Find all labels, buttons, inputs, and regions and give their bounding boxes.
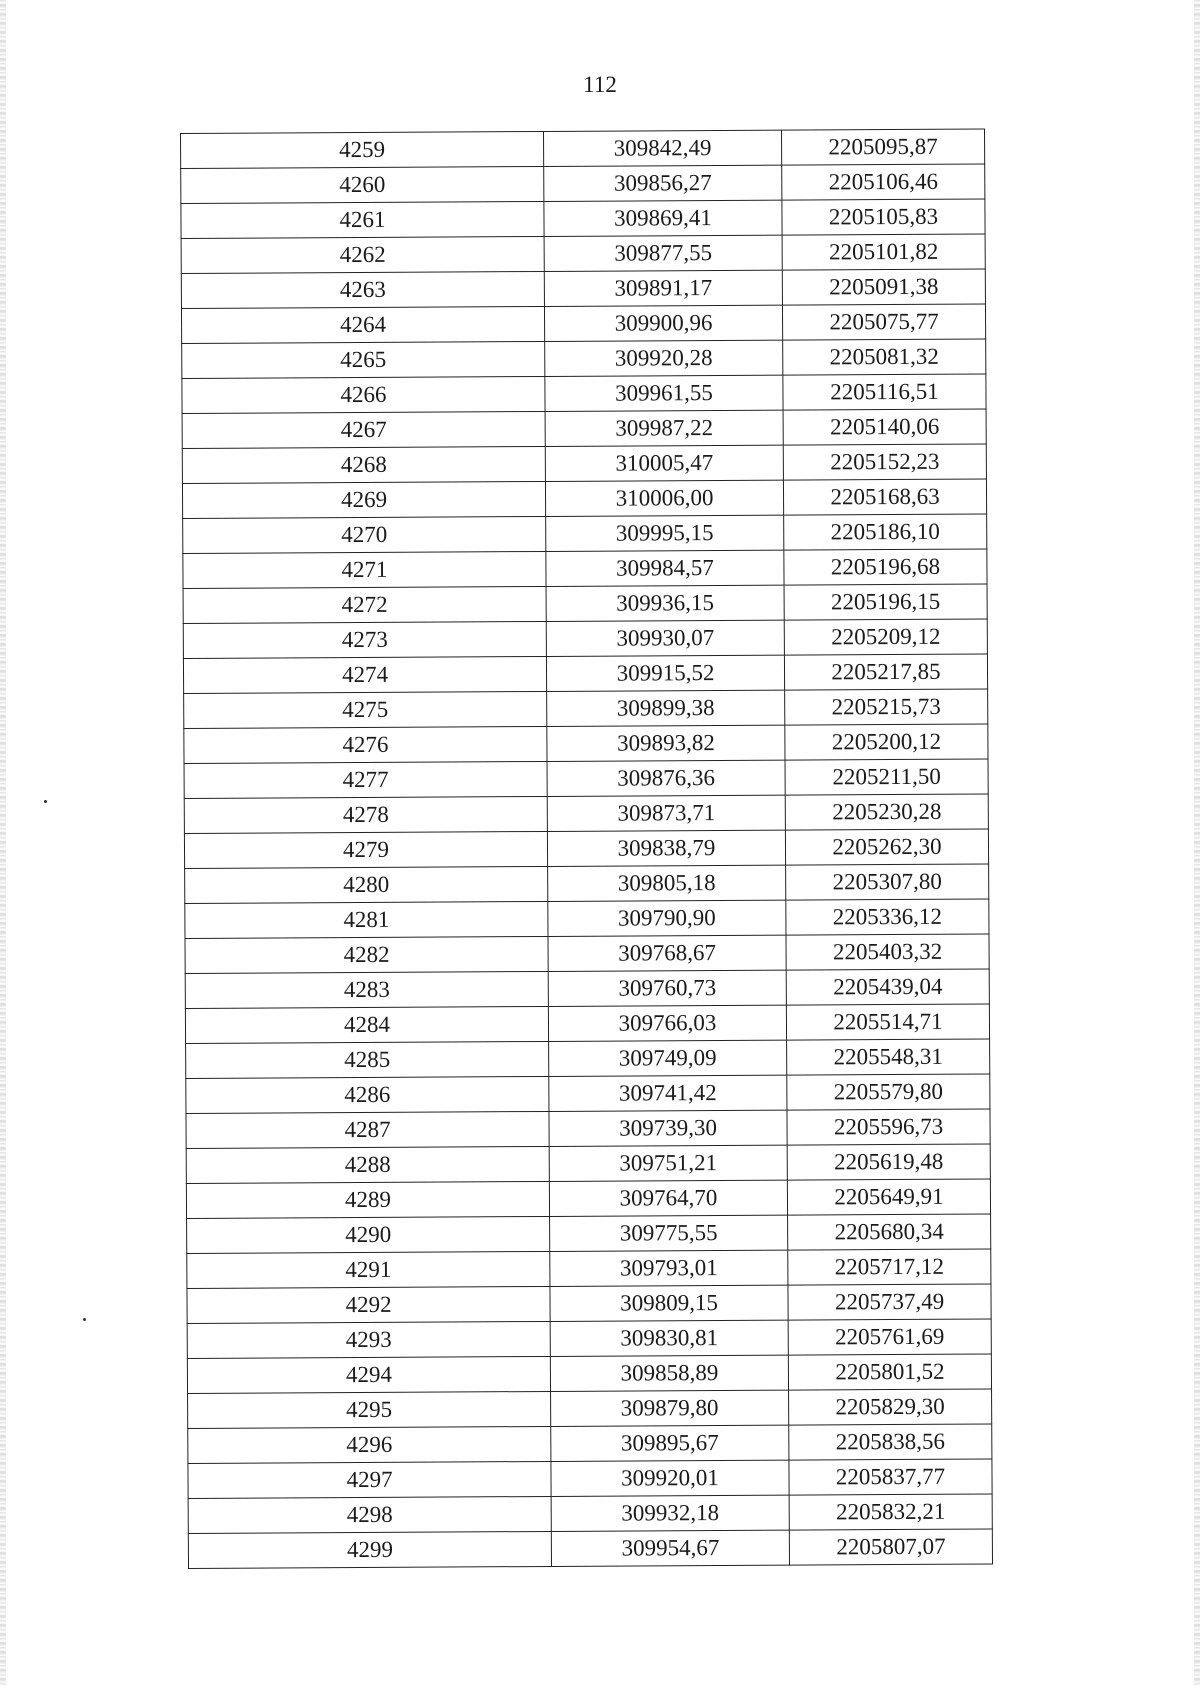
y-coordinate-cell: 2205081,32 <box>783 339 986 375</box>
y-coordinate-cell: 2205262,30 <box>785 829 988 865</box>
x-coordinate-cell: 309739,30 <box>549 1110 787 1146</box>
y-coordinate-cell: 2205439,04 <box>786 969 989 1005</box>
table-row <box>185 1004 989 1043</box>
point-number-cell: 4278 <box>184 796 547 833</box>
y-coordinate-cell: 2205230,28 <box>785 794 988 830</box>
x-coordinate-cell: 310006,00 <box>545 480 783 516</box>
point-number-cell: 4288 <box>186 1146 549 1183</box>
point-number-cell: 4287 <box>186 1111 549 1148</box>
table-row <box>182 444 986 483</box>
table-row <box>187 1354 991 1393</box>
point-number-cell: 4262 <box>181 236 544 273</box>
table-row <box>188 1494 992 1533</box>
x-coordinate-cell: 309858,89 <box>550 1355 788 1391</box>
point-number-cell: 4276 <box>184 726 547 763</box>
point-number-cell: 4265 <box>182 341 545 378</box>
point-number-cell: 4284 <box>185 1006 548 1043</box>
y-coordinate-cell: 2205717,12 <box>788 1249 991 1285</box>
x-coordinate-cell: 309764,70 <box>549 1180 787 1216</box>
x-coordinate-cell: 309741,42 <box>549 1075 787 1111</box>
point-number-cell: 4295 <box>188 1391 551 1428</box>
scan-speck <box>83 1318 86 1321</box>
x-coordinate-cell: 309879,80 <box>551 1390 789 1426</box>
x-coordinate-cell: 309895,67 <box>551 1425 789 1461</box>
scan-speck <box>44 800 47 803</box>
y-coordinate-cell: 2205680,34 <box>788 1214 991 1250</box>
table-row <box>186 1144 990 1183</box>
y-coordinate-cell: 2205737,49 <box>788 1284 991 1320</box>
y-coordinate-cell: 2205106,46 <box>782 164 985 200</box>
x-coordinate-cell: 309809,15 <box>550 1285 788 1321</box>
table-row <box>181 234 985 273</box>
scan-edge-right <box>1194 0 1200 1686</box>
x-coordinate-cell: 309793,01 <box>550 1250 788 1286</box>
point-number-cell: 4297 <box>188 1461 551 1498</box>
table-row <box>184 829 988 868</box>
x-coordinate-cell: 309869,41 <box>544 200 782 236</box>
table-row <box>185 899 989 938</box>
y-coordinate-cell: 2205209,12 <box>784 619 987 655</box>
y-coordinate-cell: 2205801,52 <box>788 1354 991 1390</box>
table-row <box>183 514 987 553</box>
point-number-cell: 4263 <box>181 271 544 308</box>
x-coordinate-cell: 309877,55 <box>544 235 782 271</box>
point-number-cell: 4283 <box>185 971 548 1008</box>
point-number-cell: 4270 <box>183 516 546 553</box>
x-coordinate-cell: 309790,90 <box>548 900 786 936</box>
point-number-cell: 4299 <box>188 1531 551 1568</box>
table-row <box>187 1319 991 1358</box>
table-row <box>188 1424 992 1463</box>
x-coordinate-cell: 309893,82 <box>547 725 785 761</box>
x-coordinate-cell: 309838,79 <box>547 830 785 866</box>
table-row <box>184 689 988 728</box>
y-coordinate-cell: 2205215,73 <box>785 689 988 725</box>
point-number-cell: 4264 <box>181 306 544 343</box>
point-number-cell: 4289 <box>186 1181 549 1218</box>
x-coordinate-cell: 309891,17 <box>544 270 782 306</box>
table-row <box>188 1389 992 1428</box>
table-row <box>185 864 989 903</box>
point-number-cell: 4268 <box>182 446 545 483</box>
y-coordinate-cell: 2205829,30 <box>789 1389 992 1425</box>
y-coordinate-cell: 2205761,69 <box>788 1319 991 1355</box>
point-number-cell: 4279 <box>184 831 547 868</box>
y-coordinate-cell: 2205217,85 <box>784 654 987 690</box>
y-coordinate-cell: 2205649,91 <box>787 1179 990 1215</box>
x-coordinate-cell: 309961,55 <box>545 375 783 411</box>
table-row <box>181 199 985 238</box>
point-number-cell: 4269 <box>182 481 545 518</box>
x-coordinate-cell: 309984,57 <box>546 550 784 586</box>
x-coordinate-cell: 309751,21 <box>549 1145 787 1181</box>
y-coordinate-cell: 2205196,68 <box>784 549 987 585</box>
point-number-cell: 4294 <box>187 1356 550 1393</box>
y-coordinate-cell: 2205116,51 <box>783 374 986 410</box>
scan-edge-left <box>0 0 6 1686</box>
point-number-cell: 4277 <box>184 761 547 798</box>
point-number-cell: 4273 <box>183 621 546 658</box>
table-row <box>186 1179 990 1218</box>
table-row <box>186 1109 990 1148</box>
x-coordinate-cell: 309749,09 <box>549 1040 787 1076</box>
table-row <box>188 1529 992 1568</box>
y-coordinate-cell: 2205095,87 <box>781 129 984 165</box>
point-number-cell: 4261 <box>181 201 544 238</box>
table-row <box>184 724 988 763</box>
table-row <box>181 129 985 168</box>
table-row <box>183 619 987 658</box>
y-coordinate-cell: 2205336,12 <box>786 899 989 935</box>
point-number-cell: 4281 <box>185 901 548 938</box>
y-coordinate-cell: 2205105,83 <box>782 199 985 235</box>
table-row <box>181 164 985 203</box>
coordinates-table <box>180 129 993 1569</box>
x-coordinate-cell: 309876,36 <box>547 760 785 796</box>
point-number-cell: 4282 <box>185 936 548 973</box>
point-number-cell: 4260 <box>181 166 544 203</box>
x-coordinate-cell: 309768,67 <box>548 935 786 971</box>
y-coordinate-cell: 2205403,32 <box>786 934 989 970</box>
x-coordinate-cell: 309766,03 <box>548 1005 786 1041</box>
x-coordinate-cell: 309842,49 <box>543 130 781 166</box>
y-coordinate-cell: 2205838,56 <box>789 1424 992 1460</box>
table-row <box>181 269 985 308</box>
point-number-cell: 4280 <box>185 866 548 903</box>
coordinates-table-body <box>181 129 993 1568</box>
table-row <box>184 759 988 798</box>
y-coordinate-cell: 2205152,23 <box>783 444 986 480</box>
x-coordinate-cell: 309920,28 <box>545 340 783 376</box>
x-coordinate-cell: 309899,38 <box>547 690 785 726</box>
point-number-cell: 4296 <box>188 1426 551 1463</box>
y-coordinate-cell: 2205579,80 <box>787 1074 990 1110</box>
y-coordinate-cell: 2205514,71 <box>786 1004 989 1040</box>
x-coordinate-cell: 309873,71 <box>547 795 785 831</box>
table-row <box>184 794 988 833</box>
y-coordinate-cell: 2205196,15 <box>784 584 987 620</box>
y-coordinate-cell: 2205807,07 <box>789 1529 992 1565</box>
x-coordinate-cell: 309830,81 <box>550 1320 788 1356</box>
y-coordinate-cell: 2205619,48 <box>787 1144 990 1180</box>
x-coordinate-cell: 309987,22 <box>545 410 783 446</box>
point-number-cell: 4292 <box>187 1286 550 1323</box>
y-coordinate-cell: 2205200,12 <box>785 724 988 760</box>
point-number-cell: 4267 <box>182 411 545 448</box>
table-row <box>187 1214 991 1253</box>
y-coordinate-cell: 2205837,77 <box>789 1459 992 1495</box>
page-number: 112 <box>583 72 617 97</box>
x-coordinate-cell: 309915,52 <box>546 655 784 691</box>
x-coordinate-cell: 309936,15 <box>546 585 784 621</box>
table-row <box>183 654 987 693</box>
x-coordinate-cell: 309775,55 <box>550 1215 788 1251</box>
table-row <box>186 1074 990 1113</box>
table-row <box>183 549 987 588</box>
x-coordinate-cell: 309760,73 <box>548 970 786 1006</box>
x-coordinate-cell: 309930,07 <box>546 620 784 656</box>
table-row <box>182 339 986 378</box>
point-number-cell: 4272 <box>183 586 546 623</box>
table-row <box>185 934 989 973</box>
point-number-cell: 4274 <box>183 656 546 693</box>
point-number-cell: 4271 <box>183 551 546 588</box>
table-row <box>187 1284 991 1323</box>
point-number-cell: 4266 <box>182 376 545 413</box>
x-coordinate-cell: 309900,96 <box>544 305 782 341</box>
y-coordinate-cell: 2205307,80 <box>786 864 989 900</box>
x-coordinate-cell: 309856,27 <box>544 165 782 201</box>
point-number-cell: 4286 <box>186 1076 549 1113</box>
y-coordinate-cell: 2205091,38 <box>782 269 985 305</box>
table-row <box>187 1249 991 1288</box>
point-number-cell: 4293 <box>187 1321 550 1358</box>
x-coordinate-cell: 309932,18 <box>551 1495 789 1531</box>
table-row <box>186 1039 990 1078</box>
table-row <box>181 304 985 343</box>
table-row <box>182 409 986 448</box>
y-coordinate-cell: 2205168,63 <box>783 479 986 515</box>
x-coordinate-cell: 309995,15 <box>546 515 784 551</box>
y-coordinate-cell: 2205186,10 <box>784 514 987 550</box>
x-coordinate-cell: 310005,47 <box>545 445 783 481</box>
y-coordinate-cell: 2205140,06 <box>783 409 986 445</box>
x-coordinate-cell: 309805,18 <box>548 865 786 901</box>
point-number-cell: 4275 <box>184 691 547 728</box>
point-number-cell: 4290 <box>187 1216 550 1253</box>
y-coordinate-cell: 2205596,73 <box>787 1109 990 1145</box>
y-coordinate-cell: 2205075,77 <box>782 304 985 340</box>
x-coordinate-cell: 309954,67 <box>551 1530 789 1566</box>
table-row <box>182 374 986 413</box>
y-coordinate-cell: 2205101,82 <box>782 234 985 270</box>
y-coordinate-cell: 2205211,50 <box>785 759 988 795</box>
point-number-cell: 4298 <box>188 1496 551 1533</box>
y-coordinate-cell: 2205832,21 <box>789 1494 992 1530</box>
table-row <box>182 479 986 518</box>
point-number-cell: 4291 <box>187 1251 550 1288</box>
y-coordinate-cell: 2205548,31 <box>787 1039 990 1075</box>
point-number-cell: 4259 <box>181 131 544 168</box>
x-coordinate-cell: 309920,01 <box>551 1460 789 1496</box>
table-row <box>183 584 987 623</box>
point-number-cell: 4285 <box>186 1041 549 1078</box>
table-row <box>188 1459 992 1498</box>
table-row <box>185 969 989 1008</box>
